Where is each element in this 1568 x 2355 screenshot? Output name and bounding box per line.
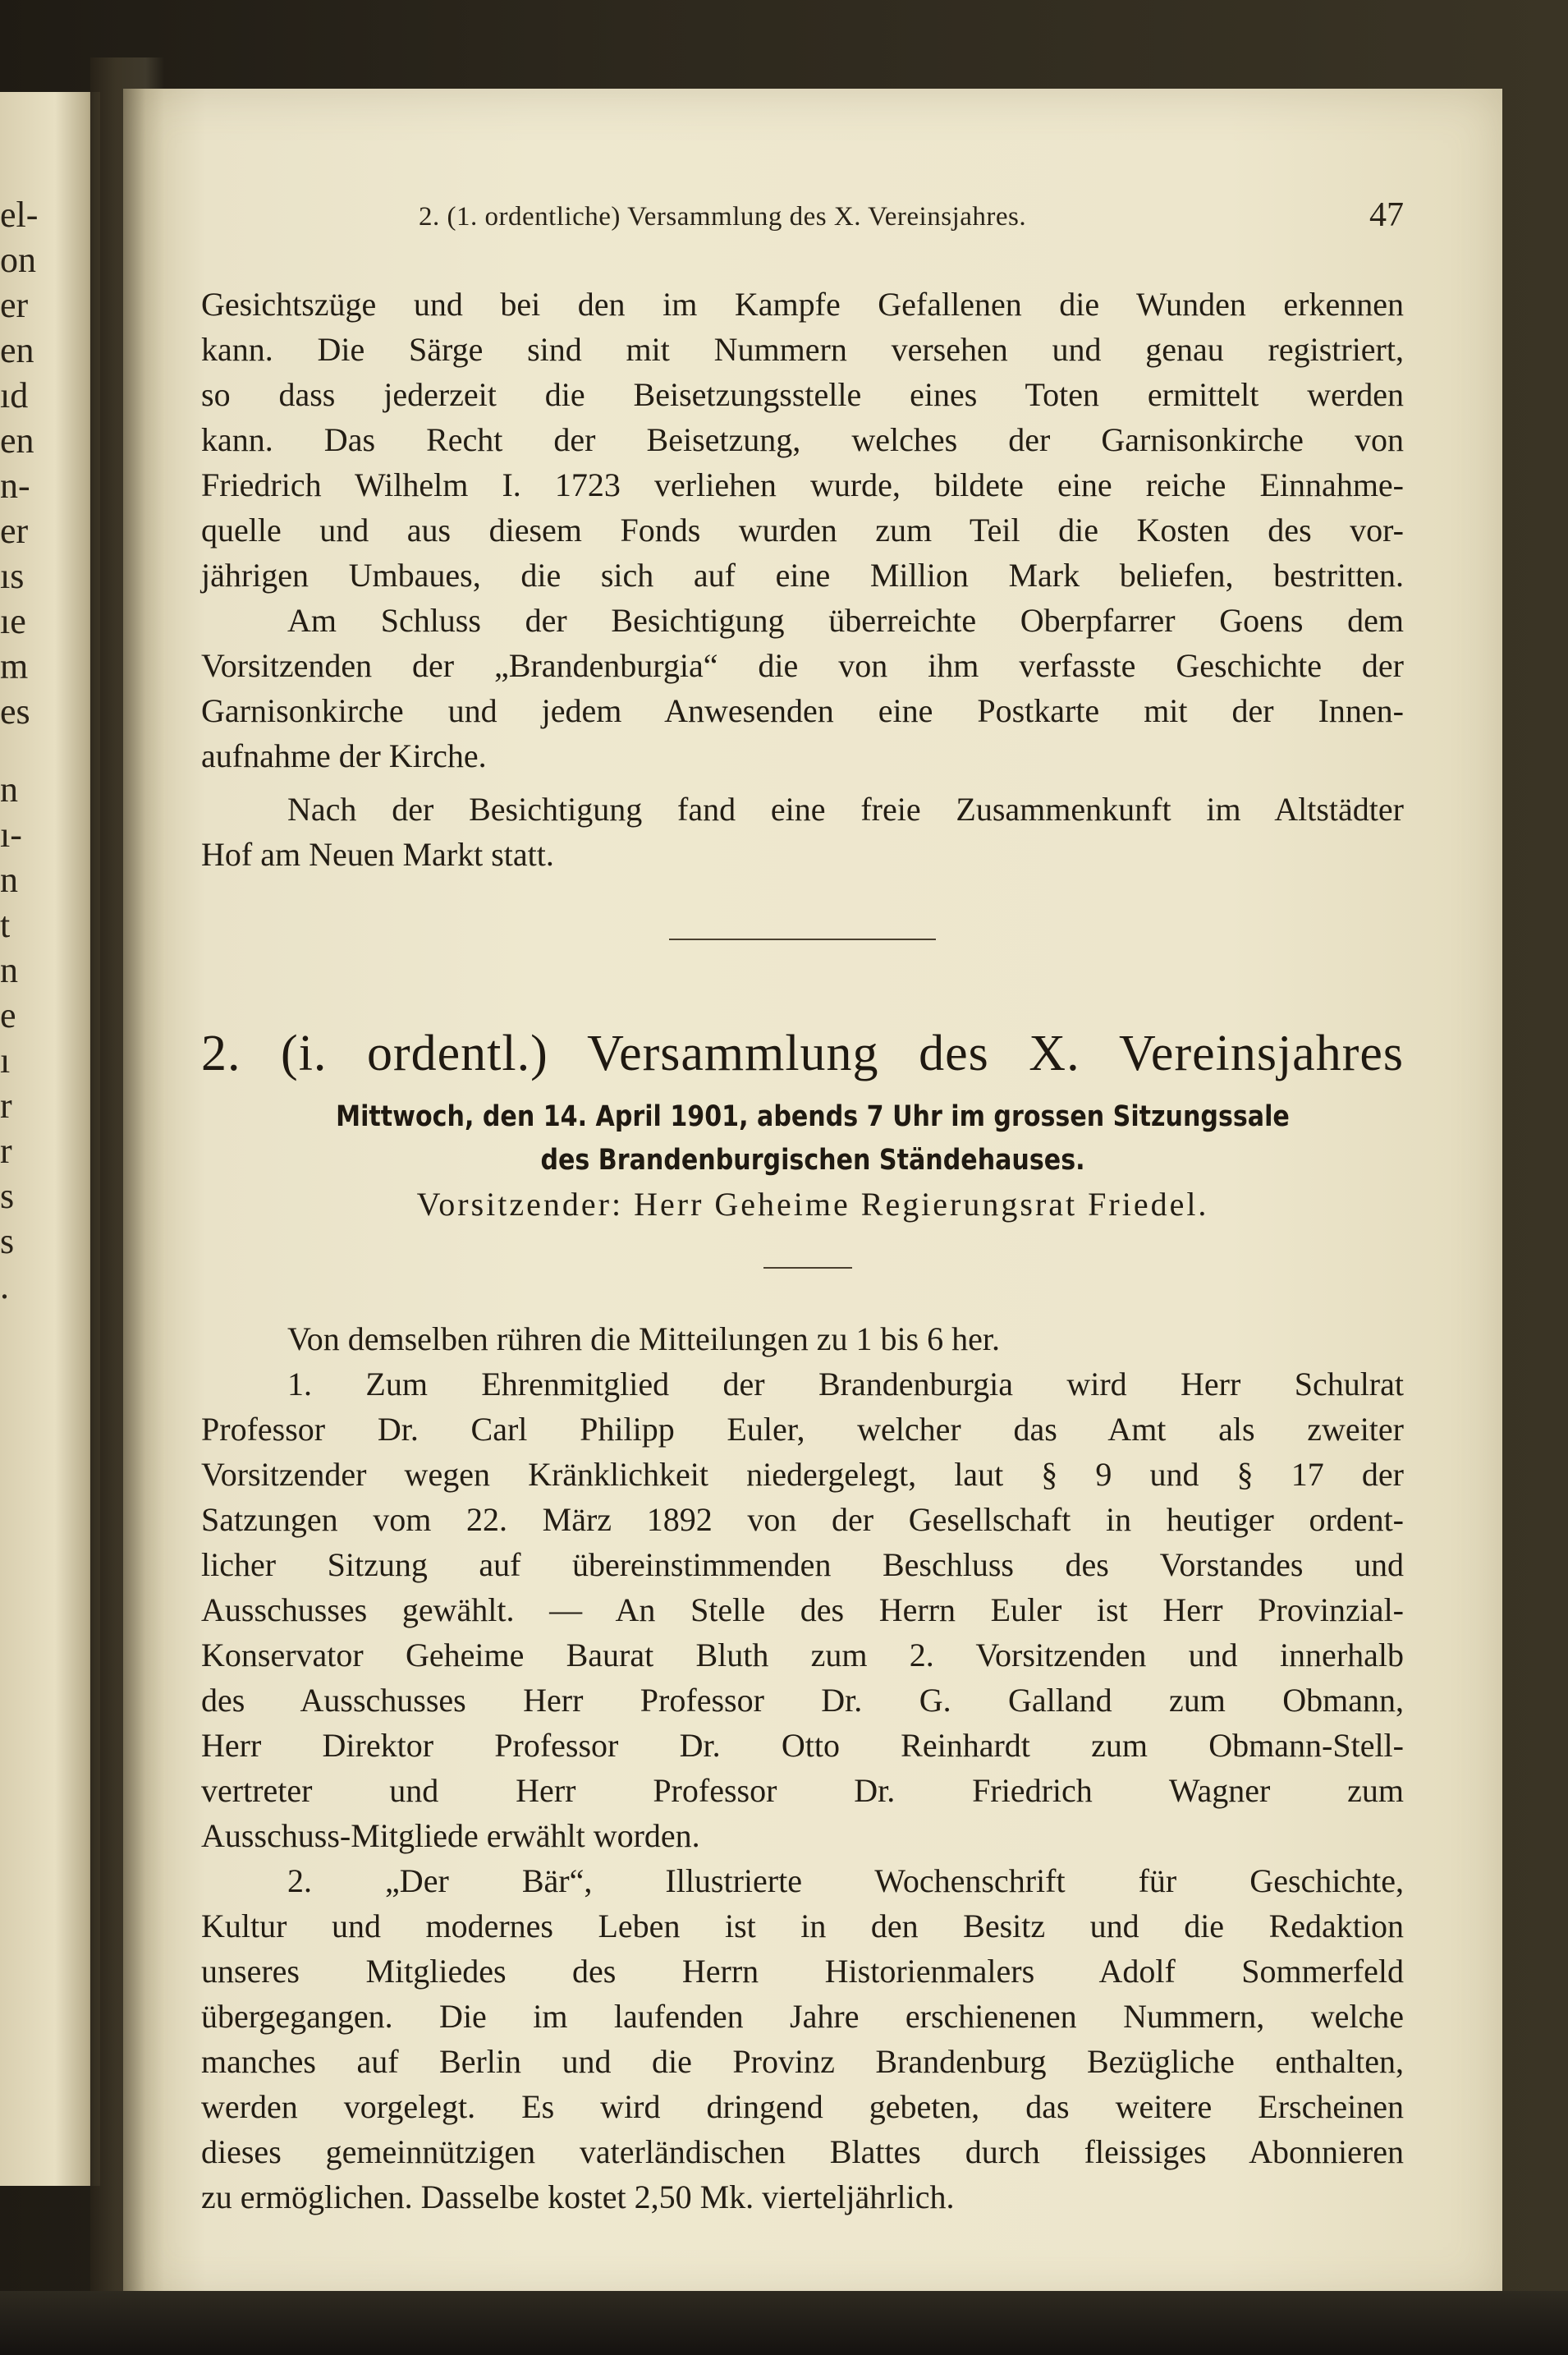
short-divider bbox=[763, 1267, 852, 1269]
text-line: kann. Das Recht der Beisetzung, welches der Garnisonkirche von bbox=[201, 421, 1404, 458]
previous-page-fragment: on bbox=[0, 240, 36, 280]
text-line: des Ausschusses Herr Professor Dr. G. Galland zum Obmann, bbox=[201, 1682, 1404, 1719]
text-line: Kultur und modernes Leben ist in den Besitz und die Redaktion bbox=[201, 1907, 1404, 1944]
previous-page-fragment: ıe bbox=[0, 601, 26, 641]
text-line: Garnisonkirche und jedem Anwesenden eine Postkarte mit der Innen- bbox=[201, 692, 1404, 729]
previous-page-fragment: er bbox=[0, 285, 29, 325]
text-line: Vorsitzenden der „Brandenburgia“ die von ihm verfasste Geschichte der bbox=[201, 647, 1404, 684]
previous-page-fragment: r bbox=[0, 1086, 12, 1126]
text-line: übergegangen. Die im laufenden Jahre erschienenen Nummern, welche bbox=[201, 1998, 1404, 2035]
scan-bottom-edge bbox=[0, 2291, 1568, 2355]
text-line: Satzungen vom 22. März 1892 von der Gesellschaft in heutiger ordent- bbox=[201, 1501, 1404, 1538]
previous-page-fragment: es bbox=[0, 691, 30, 732]
previous-page-edge bbox=[0, 92, 100, 2186]
text-line: Hof am Neuen Markt statt. bbox=[201, 836, 554, 873]
meeting-date-line: Mittwoch, den 14. April 1901, abends 7 Uhr im grossen Sitzungssale bbox=[336, 1100, 1290, 1133]
text-line: unseres Mitgliedes des Herrn Historienmalers Adolf Sommerfeld bbox=[201, 1953, 1404, 1990]
previous-page-fragment: el- bbox=[0, 195, 39, 235]
previous-page-fragment: ıd bbox=[0, 375, 29, 415]
previous-page-fragment: n bbox=[0, 769, 18, 810]
previous-page-fragment: . bbox=[0, 1266, 9, 1306]
previous-page-fragment: ıs bbox=[0, 556, 25, 596]
previous-page-fragment: s bbox=[0, 1176, 15, 1216]
previous-page-fragment: s bbox=[0, 1221, 15, 1261]
text-line: vertreter und Herr Professor Dr. Friedrich Wagner zum bbox=[201, 1772, 1404, 1809]
previous-page-fragment: en bbox=[0, 330, 34, 370]
page-number: 47 bbox=[1369, 196, 1404, 234]
text-line: Vorsitzender wegen Kränklichkeit niedergelegt, laut § 9 und § 17 der bbox=[201, 1456, 1404, 1493]
previous-page-fragment: n bbox=[0, 950, 18, 990]
text-line: Herr Direktor Professor Dr. Otto Reinhardt zum Obmann-Stell- bbox=[201, 1727, 1404, 1764]
text-line: Am Schluss der Besichtigung überreichte Oberpfarrer Goens dem bbox=[287, 602, 1404, 639]
section-divider bbox=[669, 939, 936, 940]
page-text bbox=[123, 89, 1502, 2302]
previous-page-fragment: t bbox=[0, 905, 11, 945]
previous-page-fragment: n bbox=[0, 860, 18, 900]
section-title: 2. (i. ordentl.) Versammlung des X. Vereinsjahres bbox=[201, 1026, 1404, 1081]
previous-page-fragment: er bbox=[0, 511, 29, 551]
text-line: zu ermöglichen. Dasselbe kostet 2,50 Mk. vierteljährlich. bbox=[201, 2178, 955, 2215]
previous-page-fragment: e bbox=[0, 995, 16, 1035]
text-line: Gesichtszüge und bei den im Kampfe Gefallenen die Wunden erkennen bbox=[201, 286, 1404, 323]
text-line: 2. „Der Bär“, Illustrierte Wochenschrift für Geschichte, bbox=[287, 1862, 1404, 1899]
previous-page-fragment: m bbox=[0, 646, 29, 686]
text-line: quelle und aus diesem Fonds wurden zum Teil die Kosten des vor- bbox=[201, 512, 1404, 549]
text-line: licher Sitzung auf übereinstimmenden Beschluss des Vorstandes und bbox=[201, 1546, 1404, 1583]
text-line: Nach der Besichtigung fand eine freie Zusammenkunft im Altstädter bbox=[287, 791, 1404, 828]
book-page bbox=[123, 89, 1502, 2302]
previous-page-fragment: n- bbox=[0, 466, 30, 506]
text-line: dieses gemeinnützigen vaterländischen Blattes durch fleissiges Abonnieren bbox=[201, 2133, 1404, 2170]
book-gutter-shadow bbox=[90, 57, 164, 2291]
text-line: Von demselben rühren die Mitteilungen zu 1 bis 6 her. bbox=[287, 1320, 1000, 1357]
text-line: Ausschuss-Mitgliede erwählt worden. bbox=[201, 1817, 700, 1854]
text-line: Friedrich Wilhelm I. 1723 verliehen wurde, bildete eine reiche Einnahme- bbox=[201, 466, 1404, 503]
text-line: so dass jederzeit die Beisetzungsstelle eines Toten ermittelt werden bbox=[201, 376, 1404, 413]
text-line: 1. Zum Ehrenmitglied der Brandenburgia wird Herr Schulrat bbox=[287, 1366, 1404, 1402]
running-head: 2. (1. ordentliche) Versammlung des X. Vereinsjahres. bbox=[419, 202, 1027, 232]
text-line: kann. Die Särge sind mit Nummern versehen und genau registriert, bbox=[201, 331, 1404, 368]
text-line: aufnahme der Kirche. bbox=[201, 737, 487, 774]
text-line: manches auf Berlin und die Provinz Brandenburg Bezügliche enthalten, bbox=[201, 2043, 1404, 2080]
previous-page-fragment: en bbox=[0, 420, 34, 461]
text-line: Professor Dr. Carl Philipp Euler, welcher das Amt als zweiter bbox=[201, 1411, 1404, 1448]
meeting-place-line: des Brandenburgischen Ständehauses. bbox=[540, 1144, 1085, 1177]
previous-page-fragment: r bbox=[0, 1131, 12, 1171]
text-line: jährigen Umbaues, die sich auf eine Million Mark beliefen, bestritten. bbox=[201, 557, 1404, 594]
previous-page-fragment: ı bbox=[0, 1040, 11, 1081]
text-line: werden vorgelegt. Es wird dringend gebeten, das weitere Erscheinen bbox=[201, 2088, 1404, 2125]
chair-line: Vorsitzender: Herr Geheime Regierungsrat Friedel. bbox=[416, 1186, 1209, 1223]
text-line: Konservator Geheime Baurat Bluth zum 2. Vorsitzenden und innerhalb bbox=[201, 1637, 1404, 1673]
text-line: Ausschusses gewählt. — An Stelle des Herrn Euler ist Herr Provinzial- bbox=[201, 1591, 1404, 1628]
previous-page-fragment: ı- bbox=[0, 815, 22, 855]
